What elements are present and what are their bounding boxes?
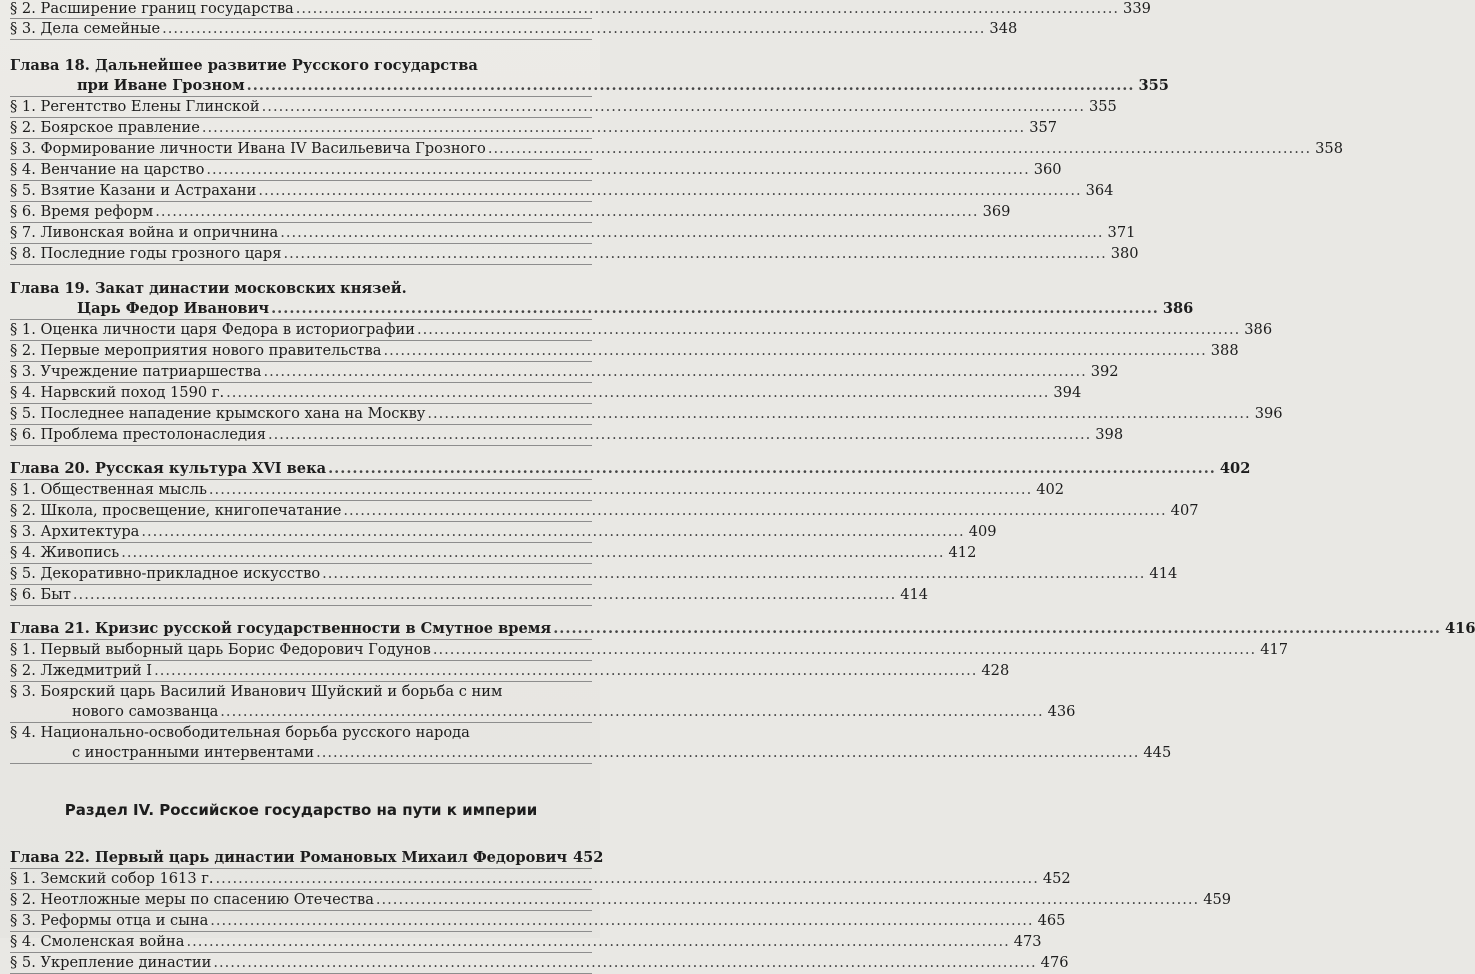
page-number: 394 xyxy=(1053,384,1082,401)
toc-entry: § 4. Смоленская война ..... 473 xyxy=(10,932,592,953)
page-number: 339 xyxy=(1123,0,1151,17)
toc-entry: § 1. Оценка личности царя Федора в историографии ..... 386 xyxy=(10,320,592,341)
toc-entry: § 1. Общественная мысль ..... 402 xyxy=(10,480,592,501)
page-number: 414 xyxy=(900,586,929,603)
page-number: 371 xyxy=(1107,224,1136,241)
page-number: 348 xyxy=(989,20,1018,37)
page-number: 407 xyxy=(1170,502,1199,519)
toc-entry-cont: нового самозванца ..... 436 xyxy=(10,702,592,723)
page-number: 402 xyxy=(1219,460,1251,477)
page-number: 416 xyxy=(1445,620,1475,637)
page-number: 459 xyxy=(1203,891,1232,908)
page-number: 369 xyxy=(982,203,1011,220)
page-number: 414 xyxy=(1149,565,1178,582)
chapter-title: Глава 20. Русская культура XVI века ..... 402 xyxy=(10,459,592,480)
toc-entry: § 4. Венчание на царство ..... 360 xyxy=(10,160,592,181)
toc-entry: § 3. Боярский царь Василий Иванович Шуйский и борьба с ним xyxy=(10,683,503,700)
chapter-title-cont: Царь Федор Иванович ..... 386 xyxy=(10,299,592,320)
chapter-title: Глава 22. Первый царь династии Романовых Михаил Федорович 452 xyxy=(10,848,592,869)
toc-entry: § 3. Учреждение патриаршества ..... 392 xyxy=(10,362,592,383)
page-number: 473 xyxy=(1013,933,1042,950)
toc-entry: § 4. Живопись ..... 412 xyxy=(10,543,592,564)
toc-entry: § 2. Школа, просвещение, книгопечатание ..... 407 xyxy=(10,501,592,522)
toc-entry: § 1. Первый выборный царь Борис Федорович Годунов ..... 417 xyxy=(10,640,592,661)
toc-entry: § 8. Последние годы грозного царя ..... 380 xyxy=(10,244,592,265)
toc-entry: § 2. Первые мероприятия нового правительства ..... 388 xyxy=(10,341,592,362)
chapter-title-cont: при Иване Грозном ..... 355 xyxy=(10,76,592,97)
toc-entry: § 6. Быт ..... 414 xyxy=(10,585,592,606)
toc-entry: § 2. Расширение границ государства ..... 339 xyxy=(10,0,592,19)
page-number: 409 xyxy=(968,523,997,540)
chapter-title: Глава 21. Кризис русской государственности в Смутное время ..... 416 xyxy=(10,619,592,640)
page-number: 412 xyxy=(948,544,977,561)
page-number: 398 xyxy=(1095,426,1124,443)
page-number: 436 xyxy=(1047,703,1076,720)
page-number: 358 xyxy=(1315,140,1343,157)
page-number: 357 xyxy=(1029,119,1058,136)
page-number: 380 xyxy=(1110,245,1139,262)
chapter-title: Глава 19. Закат династии московских князей. xyxy=(10,280,407,297)
toc-entry: § 2. Неотложные меры по спасению Отечества ..... 459 xyxy=(10,890,592,911)
page-number: 386 xyxy=(1244,321,1273,338)
page-number: 428 xyxy=(981,662,1010,679)
page-number: 392 xyxy=(1090,363,1119,380)
toc-entry-cont: с иностранными интервентами ..... 445 xyxy=(10,743,592,764)
toc-entry: § 6. Проблема престолонаследия ..... 398 xyxy=(10,425,592,446)
toc-entry: § 5. Укрепление династии ..... 476 xyxy=(10,953,592,974)
page-number: 452 xyxy=(573,849,604,866)
page-number: 452 xyxy=(1042,870,1071,887)
page-number: 445 xyxy=(1143,744,1172,761)
chapter-title: Глава 18. Дальнейшее развитие Русского государства xyxy=(10,57,478,74)
page-number: 355 xyxy=(1138,77,1169,94)
section-title: Раздел IV. Российское государство на пути к империи xyxy=(64,801,538,819)
toc-entry: § 6. Время реформ ..... 369 xyxy=(10,202,592,223)
toc-entry: § 5. Взятие Казани и Астрахани ..... 364 xyxy=(10,181,592,202)
page-number: 465 xyxy=(1037,912,1066,929)
toc-entry: § 2. Боярское правление ..... 357 xyxy=(10,118,592,139)
toc-entry: § 7. Ливонская война и опричнина ..... 371 xyxy=(10,223,592,244)
toc-entry: § 3. Формирование личности Ивана IV Васильевича Грозного ..... 358 xyxy=(10,139,592,160)
toc-entry: § 3. Дела семейные ..... 348 xyxy=(10,19,592,40)
toc-entry: § 2. Лжедмитрий I ..... 428 xyxy=(10,661,592,682)
toc-entry: § 1. Земский собор 1613 г. ..... 452 xyxy=(10,869,592,890)
page-number: 402 xyxy=(1036,481,1065,498)
page-number: 396 xyxy=(1254,405,1283,422)
toc-entry: § 3. Реформы отца и сына ..... 465 xyxy=(10,911,592,932)
page-number: 476 xyxy=(1040,954,1069,971)
toc-entry: § 3. Архитектура ..... 409 xyxy=(10,522,592,543)
toc-entry: § 4. Национально-освободительная борьба русского народа xyxy=(10,724,470,741)
toc-entry: § 5. Декоративно-прикладное искусство ..... 414 xyxy=(10,564,592,585)
page-number: 364 xyxy=(1085,182,1114,199)
page-number: 388 xyxy=(1210,342,1239,359)
page-number: 355 xyxy=(1088,98,1117,115)
page-number: 360 xyxy=(1033,161,1062,178)
toc-entry: § 5. Последнее нападение крымского хана на Москву ..... 396 xyxy=(10,404,592,425)
page-number: 386 xyxy=(1162,300,1194,317)
toc-entry: § 4. Нарвский поход 1590 г. ..... 394 xyxy=(10,383,592,404)
toc-entry: § 1. Регентство Елены Глинской ..... 355 xyxy=(10,97,592,118)
page-number: 417 xyxy=(1260,641,1289,658)
